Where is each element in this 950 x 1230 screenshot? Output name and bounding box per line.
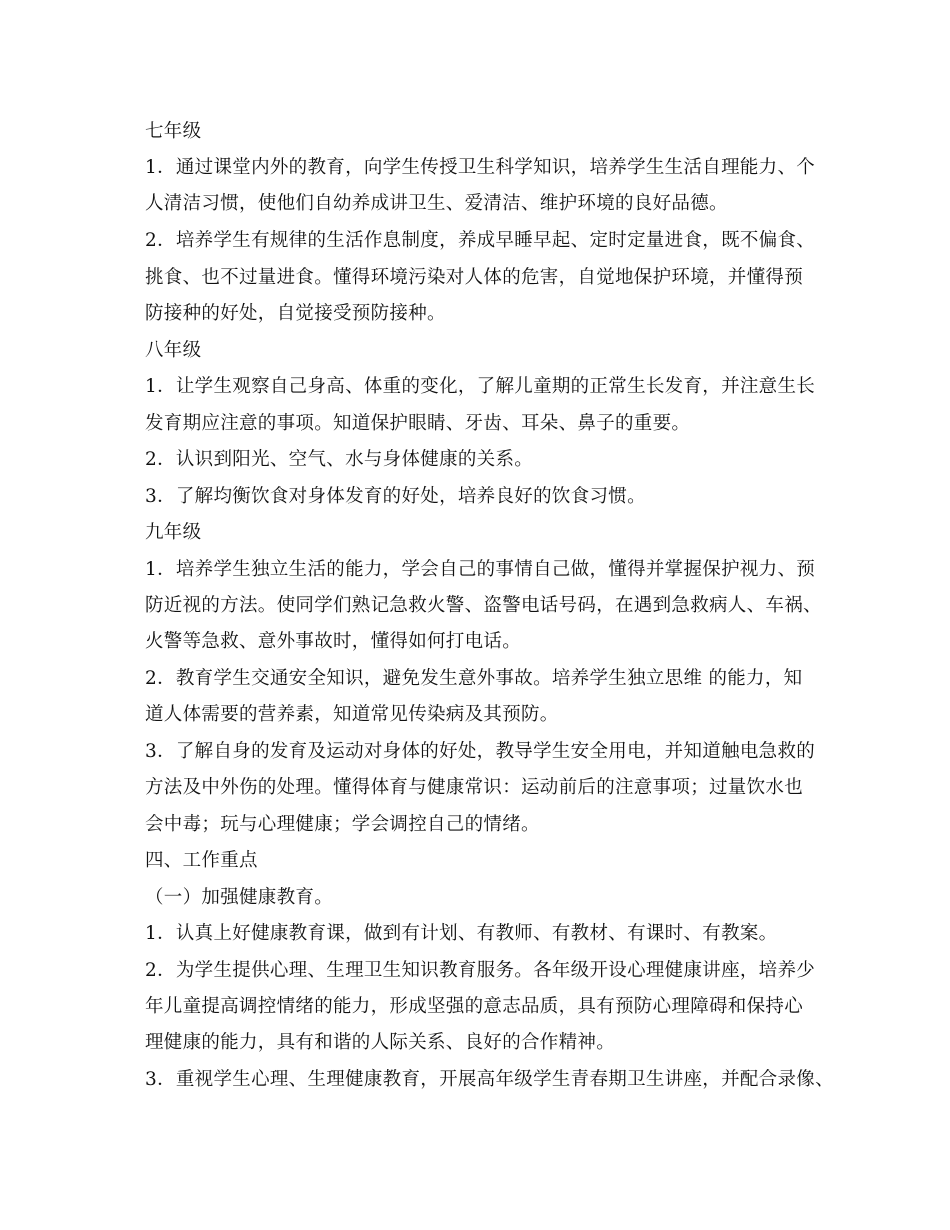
paragraph-line: 挑食、也不过量进食。懂得环境污染对人体的危害，自觉地保护环境，并懂得预: [145, 267, 804, 288]
paragraph-line: 2．教育学生交通安全知识，避免发生意外事故。培养学生独立思维 的能力，知: [145, 668, 803, 689]
paragraph-line: 3．了解均衡饮食对身体发育的好处，培养良好的饮食习惯。: [145, 486, 646, 507]
heading-grade-seven: 七年级: [145, 121, 202, 142]
section-heading-work-focus: 四、工作重点: [145, 850, 258, 871]
paragraph-line: 1．让学生观察自己身高、体重的变化，了解儿童期的正常生长发育，并注意生长: [145, 376, 816, 397]
paragraph-line: 2．为学生提供心理、生理卫生知识教育服务。各年级开设心理健康讲座，培养少: [145, 960, 816, 981]
paragraph-line: 道人体需要的营养素，知道常见传染病及其预防。: [145, 704, 559, 725]
paragraph-line: 理健康的能力，具有和谐的人际关系、良好的合作精神。: [145, 1032, 616, 1053]
paragraph-line: 人清洁习惯，使他们自幼养成讲卫生、爱清洁、维护环境的良好品德。: [145, 193, 728, 214]
subsection-heading: （一）加强健康教育。: [145, 887, 334, 908]
heading-grade-eight: 八年级: [145, 340, 202, 361]
paragraph-line: 防接种的好处，自觉接受预防接种。: [145, 303, 446, 324]
paragraph-line: 2．认识到阳光、空气、水与身体健康的关系。: [145, 449, 534, 470]
paragraph-line: 会中毒；玩与心理健康；学会调控自己的情绪。: [145, 814, 540, 835]
paragraph-line: 1．通过课堂内外的教育，向学生传授卫生科学知识，培养学生生活自理能力、个: [145, 157, 816, 178]
paragraph-line: 3．重视学生心理、生理健康教育，开展高年级学生青春期卫生讲座，并配合录像、: [145, 1069, 834, 1090]
paragraph-line: 2．培养学生有规律的生活作息制度，养成早睡早起、定时定量进食，既不偏食、: [145, 230, 816, 251]
paragraph-line: 火警等急救、意外事故时，懂得如何打电话。: [145, 631, 522, 652]
paragraph-line: 3．了解自身的发育及运动对身体的好处，教导学生安全用电，并知道触电急救的: [145, 741, 816, 762]
paragraph-line: 发育期应注意的事项。知道保护眼睛、牙齿、耳朵、鼻子的重要。: [145, 413, 691, 434]
paragraph-line: 1．认真上好健康教育课，做到有计划、有教师、有教材、有课时、有教案。: [145, 923, 778, 944]
paragraph-line: 年儿童提高调控情绪的能力，形成坚强的意志品质，具有预防心理障碍和保持心: [145, 996, 804, 1017]
heading-grade-nine: 九年级: [145, 522, 202, 543]
paragraph-line: 防近视的方法。使同学们熟记急救火警、盗警电话号码，在遇到急救病人、车祸、: [145, 595, 822, 616]
paragraph-line: 1．培养学生独立生活的能力，学会自己的事情自己做，懂得并掌握保护视力、预: [145, 559, 816, 580]
paragraph-line: 方法及中外伤的处理。懂得体育与健康常识：运动前后的注意事项；过量饮水也: [145, 777, 804, 798]
